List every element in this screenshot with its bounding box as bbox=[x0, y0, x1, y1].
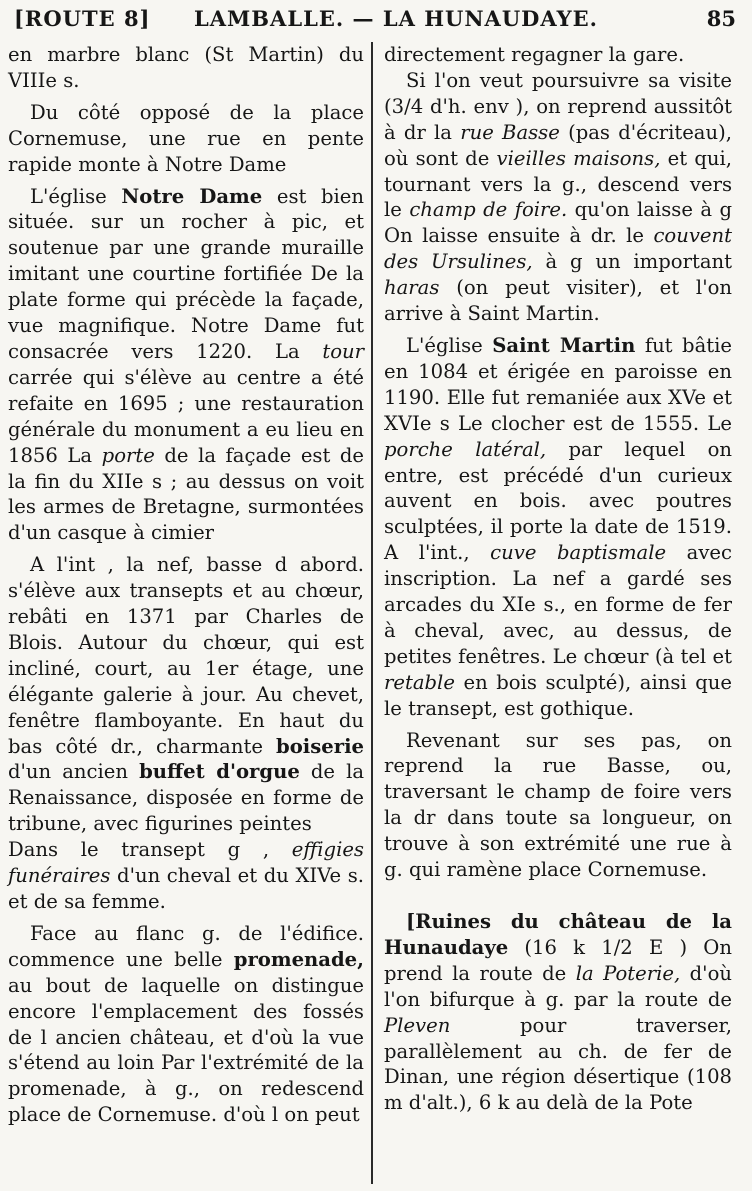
right-column bbox=[384, 42, 732, 1116]
paragraph: A l'int , la nef, basse d abord. s'élève aux transepts et au chœur, rebâti en 1371 par Charles de Blois. Autour du chœur, qui est incliné, court, au 1er étage, une élégante galerie à jour. Au chevet, fenêtre flamboyante. En haut du bas côté dr., charmante boiserie d'un ancien buffet d'orgue de la Renaissance, disposée en forme de tribune, avec figurines peintes bbox=[8, 553, 365, 836]
column-divider bbox=[371, 42, 373, 1184]
paragraph: [Ruines du château de la Hunaudaye (16 k 1/2 E ) On prend la route de la Poterie, d'où l'on bifurque à g. par la route de Pleven pour traverser, parallèlement au ch. de fer de Dinan, une région désertique (108 m d'alt.), 6 k au delà de la Pote bbox=[384, 910, 732, 1115]
paragraph: L'église Saint Martin fut bâtie en 1084 et érigée en paroisse en 1190. Elle fut remaniée aux XVe et XVIe s Le clocher est de 1555. Le porche latéral, par lequel on entre, est précédé d'un curieux auvent en bois. avec poutres sculptées, il porte la date de 1519. A l'int., cuve baptismale avec inscription. La nef a gardé ses arcades du XIe s., en forme de fer à cheval, avec, au dessus, de petites fenêtres. Le chœur (à tel et retable en bois sculpté), ainsi que le transept, est gothique. bbox=[384, 333, 732, 720]
left-column bbox=[8, 42, 364, 1128]
page-header bbox=[14, 4, 738, 40]
excursion-title: [Ruines du château de la Hunaudaye bbox=[384, 910, 732, 959]
church-name: Saint Martin bbox=[492, 333, 636, 357]
paragraph: Face au flanc g. de l'édifice. commence une belle promenade, au bout de laquelle on distingue encore l'emplacement des fossés de l ancien château, et d'où la vue s'étend au loin Par l'extrémité de la promenade, à g., on redescend place de Cornemuse. d'où l on peut bbox=[8, 921, 364, 1127]
page-number: 85 bbox=[706, 6, 736, 31]
paragraph: Du côté opposé de la place Cornemuse, une rue en pente rapide monte à Notre Dame bbox=[8, 100, 364, 176]
church-name: Notre Dame bbox=[121, 184, 263, 208]
paragraph: L'église Notre Dame est bien située. sur un rocher à pic, et soutenue par une grande muraille imitant une courtine fortifiée De la plate forme qui précède la façade, vue magnifique. Notre Dame fut consacrée vers 1220. La tour carrée qui s'élève au centre a été refaite en 1695 ; une restauration générale du monument a eu lieu en 1856 La porte de la façade est de la fin du XIIe s ; au dessus on voit les armes de Bretagne, surmontées d'un casque à cimier bbox=[8, 184, 365, 545]
paragraph: Si l'on veut poursuivre sa visite (3/4 d'h. env ), on reprend aussitôt à dr la rue Basse (pas d'écriteau), où sont de vieilles maisons, et qui, tournant vers la g., descend vers le champ de foire. qu'on laisse à g On laisse ensuite à dr. le couvent des Ursulines, à g un important haras (on peut visiter), et l'on arrive à Saint Martin. bbox=[384, 68, 733, 326]
paragraph: Revenant sur ses pas, on reprend la rue Basse, ou, traversant le champ de foire vers la dr dans toute sa longueur, on trouve à son extrémité une rue à g. qui ramène place Cornemuse. bbox=[384, 728, 732, 882]
paragraph: Dans le transept g , effigies funéraires d'un cheval et du XIVe s. et de sa femme. bbox=[8, 838, 364, 913]
paragraph: directement regagner la gare. bbox=[384, 43, 685, 66]
running-title: LAMBALLE. — LA HUNAUDAYE. bbox=[194, 6, 598, 31]
paragraph: en marbre blanc (St Martin) du VIIIe s. bbox=[8, 43, 364, 92]
route-label: [ROUTE 8] bbox=[14, 6, 151, 31]
